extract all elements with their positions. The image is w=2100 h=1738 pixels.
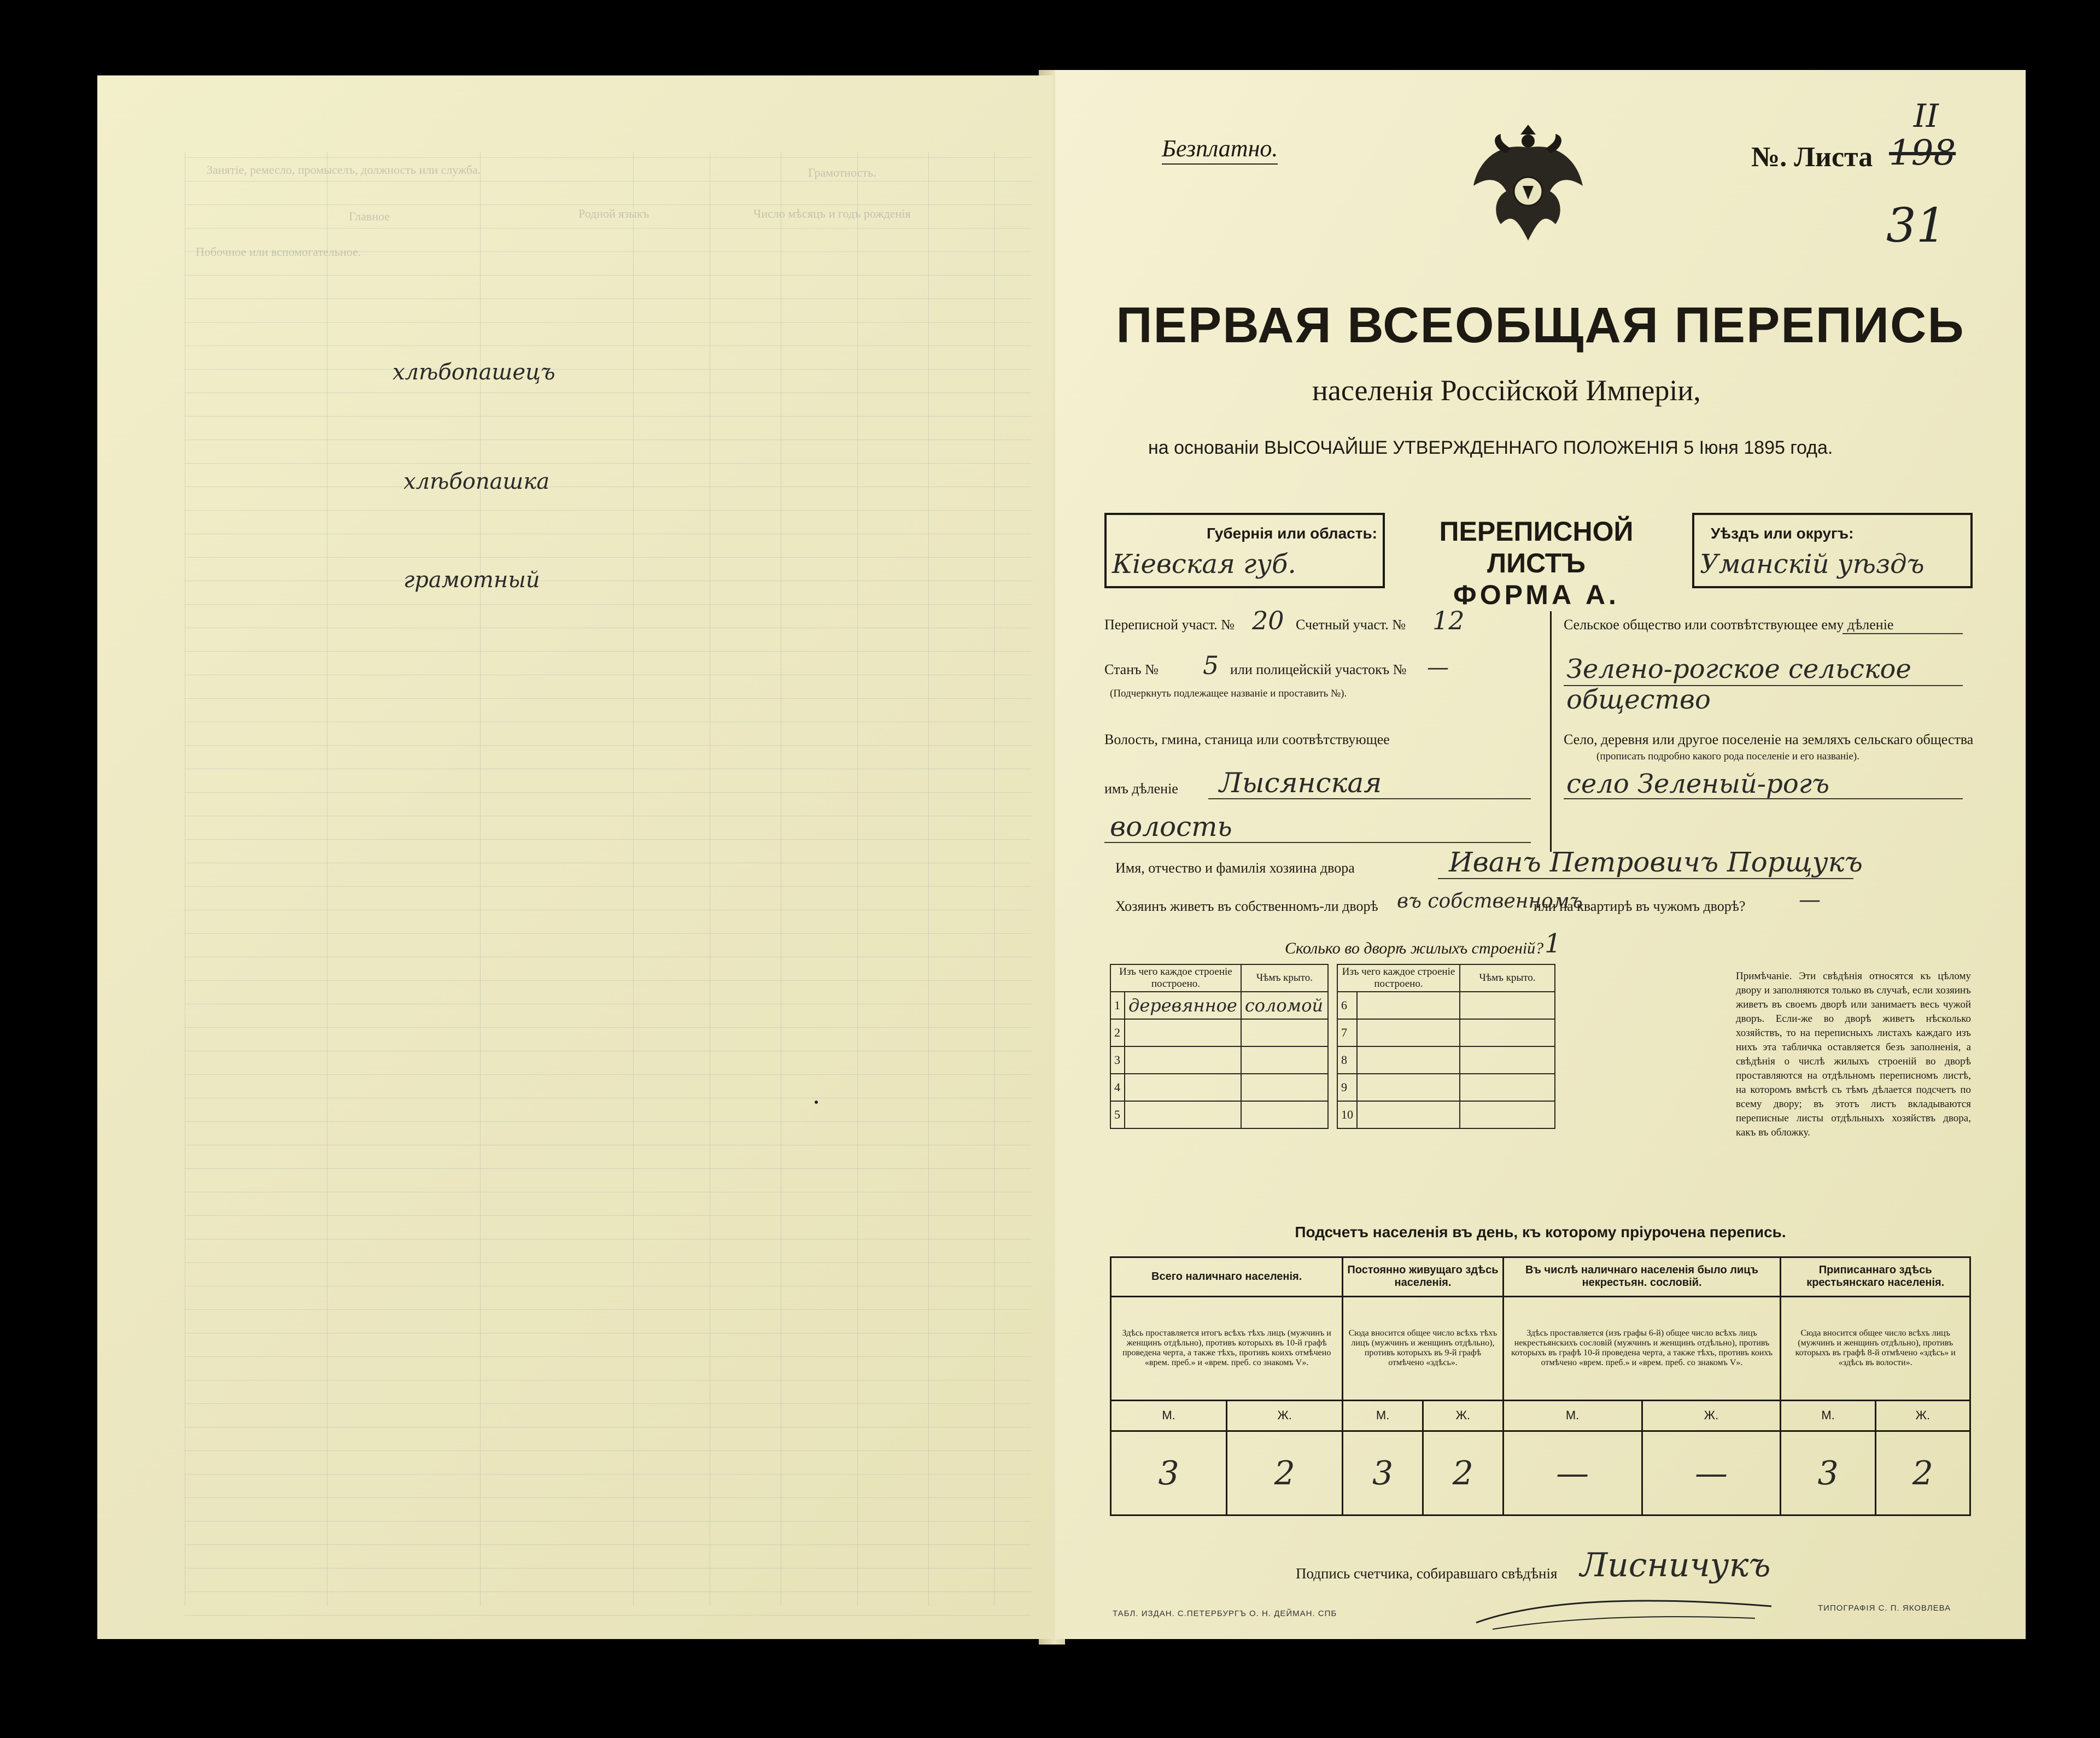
decree-line: на основаніи ВЫСОЧАЙШЕ УТВЕРЖДЕННАГО ПОЛОЖЕНІЯ 5 Іюня 1895 года. [1148, 437, 1833, 458]
ghost-grid-line [857, 152, 858, 1606]
pop-col-desc: Сюда вносится общее число всѣхъ тѣхъ лицъ (мужчинъ и женщинъ отдѣльно), противъ которыхъ въ 9-й графѣ отмѣчено «здѣсь». [1343, 1296, 1503, 1400]
f-label: Ж. [1642, 1400, 1781, 1431]
ghost-grid-line [185, 886, 1031, 887]
volost-value: Лысянская [1219, 767, 1382, 799]
lives-value-2: — [1799, 887, 1821, 912]
pop-value: — [1503, 1431, 1642, 1515]
ghost-header: Число мѣсяцъ и годъ рожденія [753, 207, 911, 220]
ghost-grid-line [185, 1074, 1031, 1075]
pop-col-head: Всего наличнаго населенія. [1111, 1257, 1343, 1297]
census-district-label: Переписной участ. № [1104, 617, 1235, 633]
ghost-header: Побочное или вспомогательное. [196, 245, 361, 259]
lives-label-2: или на квартирѣ въ чужомъ дворѣ? [1534, 898, 1746, 914]
ghost-grid-line [994, 152, 995, 1606]
ghost-grid-line [185, 1356, 1031, 1357]
left-page [97, 75, 1053, 1639]
ghost-header: Грамотность. [808, 166, 876, 179]
ghost-grid-line [185, 1403, 1031, 1404]
pop-value: 3 [1111, 1431, 1227, 1515]
ghost-header: Главное [349, 209, 390, 223]
f-label: Ж. [1423, 1400, 1503, 1431]
buildings-table-right [1337, 964, 1555, 1129]
count-district-value: 12 [1432, 606, 1465, 635]
table-row: 2 [1110, 1019, 1328, 1046]
district-label: Уѣздъ или округъ: [1711, 525, 1854, 542]
ink-dot [815, 1101, 818, 1104]
table-row: 4 [1110, 1074, 1328, 1101]
stan-value: 5 [1203, 651, 1219, 680]
ghost-grid-line [185, 698, 1031, 699]
pop-value: 2 [1423, 1431, 1503, 1515]
ghost-grid-line [185, 416, 1031, 417]
ghost-grid-line [185, 204, 1031, 205]
table-row: 6 [1337, 992, 1555, 1019]
district-value: Уманскій уѣздъ [1700, 549, 1924, 580]
ghost-grid-line [185, 275, 1031, 276]
table-row: 7 [1337, 1019, 1555, 1046]
ghost-grid-line [185, 228, 1031, 229]
pop-value: 2 [1227, 1431, 1343, 1515]
signature-flourish [1471, 1584, 1777, 1634]
table-row: 1 деревянное соломой [1110, 992, 1328, 1019]
stan-label: Станъ № [1104, 662, 1159, 677]
ghost-grid-line [185, 651, 1031, 652]
province-box [1104, 513, 1385, 588]
f-label: Ж. [1875, 1400, 1970, 1431]
ghost-grid-line [185, 1121, 1031, 1122]
buildings-value: 1 [1545, 928, 1561, 959]
lives-value: въ собственномъ [1397, 890, 1583, 912]
pop-col-head: Постоянно живущаго здѣсь населенія. [1343, 1257, 1503, 1297]
double-eagle-emblem [1468, 120, 1588, 246]
signature-label: Подпись счетчика, собиравшаго свѣдѣнія [1296, 1565, 1558, 1582]
pop-col-desc: Здѣсь проставляется (изъ графы 6-й) общее число всѣхъ лицъ некрестьянскихъ сословій (мужчинъ и женщинъ отдѣльно), противъ которыхъ въ графѣ 10-й проведена черта, а также тѣхъ, противъ коихъ отмѣчено «врем. преб.» и «врем. преб. со знакомъ V». [1503, 1296, 1781, 1400]
ghost-grid-line [185, 933, 1031, 934]
col-built-header: Изъ чего каждое строеніе построено. [1110, 964, 1241, 992]
m-label: М. [1343, 1400, 1423, 1431]
pop-value: 3 [1781, 1431, 1875, 1515]
population-title: Подсчетъ населенія въ день, къ которому пріурочена перепись. [1295, 1224, 1786, 1240]
subtitle: населенія Россійской Имперіи, [1312, 374, 1701, 407]
ghost-grid-line [185, 1497, 1031, 1498]
pop-col-desc: Сюда вносится общее число всѣхъ лицъ (мужчинъ и женщинъ отдѣльно), противъ которыхъ въ графѣ 8-й отмѣчено «здѣсь» и «здѣсь въ волости». [1781, 1296, 1970, 1400]
district-box [1692, 513, 1973, 588]
sheet-number-struck: 198 [1889, 133, 1956, 173]
ghost-grid-line [185, 604, 1031, 605]
village-note: (прописать подробно какого рода поселеніе и его названіе). [1596, 751, 1859, 762]
note-text: Примѣчаніе. Эти свѣдѣнія относятся къ цѣлому двору и заполняются только въ случаѣ, если хозяинъ живетъ въ своемъ дворѣ или занимаетъ весь чужой дворъ. Если-же во дворѣ живетъ нѣсколько хозяйствъ, то на переписныхъ листахъ каждаго изъ нихъ эта табличка оставляется безъ заполненія, а свѣдѣнія о числѣ жилыхъ строеній во дворѣ проставляются на отдѣльномъ переписномъ листѣ, на которомъ вмѣстѣ съ тѣмъ дѣлается подсчетъ по всему двору; въ этотъ листъ вкладываются переписные листы отдѣльныхъ хозяйствъ двора, какъ въ обложку. [1736, 970, 1971, 1138]
pop-col-desc: Здѣсь проставляется итогъ всѣхъ тѣхъ лицъ (мужчинъ и женщинъ отдѣльно), противъ которыхъ въ 10-й графѣ проведена черта, а также тѣхъ, противъ коихъ отмѣчено «врем. преб.» и «врем. преб. со знакомъ V». [1111, 1296, 1343, 1400]
sheet-number-new: 31 [1886, 198, 1946, 253]
population-table [1110, 1256, 1971, 1516]
m-label: М. [1111, 1400, 1227, 1431]
society-value: Зелено-рогское сельское общество [1566, 654, 1911, 715]
ghost-grid-line [185, 1568, 1031, 1569]
ghost-grid-line [185, 1450, 1031, 1451]
ghost-grid-line [185, 510, 1031, 511]
col-built-header: Изъ чего каждое строеніе построено. [1337, 964, 1460, 992]
pop-col-head: Въ числѣ наличнаго населенія было лицъ некрестьян. сословій. [1503, 1257, 1781, 1297]
m-label: М. [1781, 1400, 1875, 1431]
ghost-grid-line [185, 369, 1031, 370]
police-label: или полицейскій участокъ № [1230, 662, 1407, 677]
province-value: Кіевская губ. [1112, 549, 1296, 580]
ghost-grid-line [185, 463, 1031, 464]
volost-label: Волость, гмина, станица или соотвѣтствующее [1104, 732, 1390, 747]
province-label: Губернія или область: [1206, 525, 1377, 542]
ghost-handwriting: хлѣбопашка [403, 469, 550, 494]
sheet-title [1394, 516, 1678, 611]
ghost-grid-line [185, 1309, 1031, 1310]
sheet-title-1: ПЕРЕПИСНОЙ ЛИСТЪ [1439, 516, 1634, 578]
ghost-grid-line [185, 1591, 1031, 1592]
owner-label: Имя, отчество и фамилія хозяина двора [1115, 860, 1355, 876]
main-title: ПЕРВАЯ ВСЕОБЩАЯ ПЕРЕПИСЬ [1116, 297, 1965, 353]
ghost-handwriting: хлѣбопашецъ [393, 360, 555, 385]
buildings-label: Сколько во дворѣ жилыхъ строеній? [1285, 939, 1544, 957]
m-label: М. [1503, 1400, 1642, 1431]
ghost-grid-line [185, 745, 1031, 746]
ghost-grid-line [185, 839, 1031, 840]
sheet-title-2: ФОРМА А. [1453, 580, 1619, 610]
ghost-header: Занятіе, ремесло, промыселъ, должность или служба. [207, 163, 481, 177]
signature-value: Лисничукъ [1580, 1546, 1771, 1584]
col-roof-header: Чѣмъ крыто. [1460, 964, 1555, 992]
ghost-handwriting: грамотный [403, 567, 540, 593]
ghost-grid-line [185, 322, 1031, 323]
col-roof-header: Чѣмъ крыто. [1241, 964, 1328, 992]
sheet-number-label: №. Листа [1751, 142, 1873, 173]
ghost-grid-line [185, 1168, 1031, 1169]
ghost-grid-line [928, 152, 929, 1606]
census-district-value: 20 [1252, 606, 1284, 635]
village-value: село Зеленый-рогъ [1566, 769, 1830, 799]
village-label: Село, деревня или другое поселеніе на земляхъ сельскаго общества [1564, 732, 1974, 747]
table-row: 9 [1337, 1074, 1555, 1101]
right-page [1055, 70, 2026, 1639]
police-value: — [1427, 655, 1449, 680]
ghost-grid-line [185, 1215, 1031, 1216]
ghost-grid-line [185, 1615, 1031, 1616]
ghost-grid-line [633, 152, 634, 1606]
table-row: 10 [1337, 1101, 1555, 1128]
volost-label-2: имъ дѣленіе [1104, 781, 1178, 797]
ghost-grid-line [185, 1521, 1031, 1522]
volost-value-2: волость [1110, 811, 1232, 842]
ghost-grid-line [185, 980, 1031, 981]
table-row: 5 [1110, 1101, 1328, 1128]
pop-col-head: Приписаннаго здѣсь крестьянскаго населенія. [1781, 1257, 1970, 1297]
printer-right: ТИПОГРАФІЯ С. П. ЯКОВЛЕВА [1818, 1604, 1951, 1613]
ghost-header: Родной языкъ [578, 207, 649, 220]
ghost-grid-line [185, 792, 1031, 793]
free-label: Безплатно. [1162, 134, 1278, 165]
pop-value: — [1642, 1431, 1781, 1515]
owner-value: Иванъ Петровичъ Порщукъ [1449, 846, 1863, 878]
lives-label: Хозяинъ живетъ въ собственномъ-ли дворѣ [1115, 898, 1378, 914]
f-label: Ж. [1227, 1400, 1343, 1431]
ghost-grid-line [185, 181, 1031, 182]
underline-note: (Подчеркнуть подлежащее названіе и проставить №). [1110, 688, 1347, 699]
pop-value: 3 [1343, 1431, 1423, 1515]
table-row: 8 [1337, 1046, 1555, 1074]
table-row: 3 [1110, 1046, 1328, 1074]
ghost-grid-line [185, 157, 1031, 158]
society-label: Сельское общество или соотвѣтствующее ему дѣленіе [1564, 617, 1894, 633]
printer-left: ТАБЛ. ИЗДАН. С.ПЕТЕРБУРГЪ О. Н. ДЕЙМАН. СПБ [1113, 1609, 1337, 1618]
buildings-table-left [1110, 964, 1329, 1129]
ghost-grid-line [185, 1027, 1031, 1028]
pop-value: 2 [1875, 1431, 1970, 1515]
ghost-grid-line [185, 1262, 1031, 1263]
count-district-label: Счетный участ. № [1296, 617, 1406, 633]
ghost-grid-line [185, 1544, 1031, 1545]
sheet-number-top: II [1914, 97, 1939, 134]
ghost-grid-line [185, 557, 1031, 558]
